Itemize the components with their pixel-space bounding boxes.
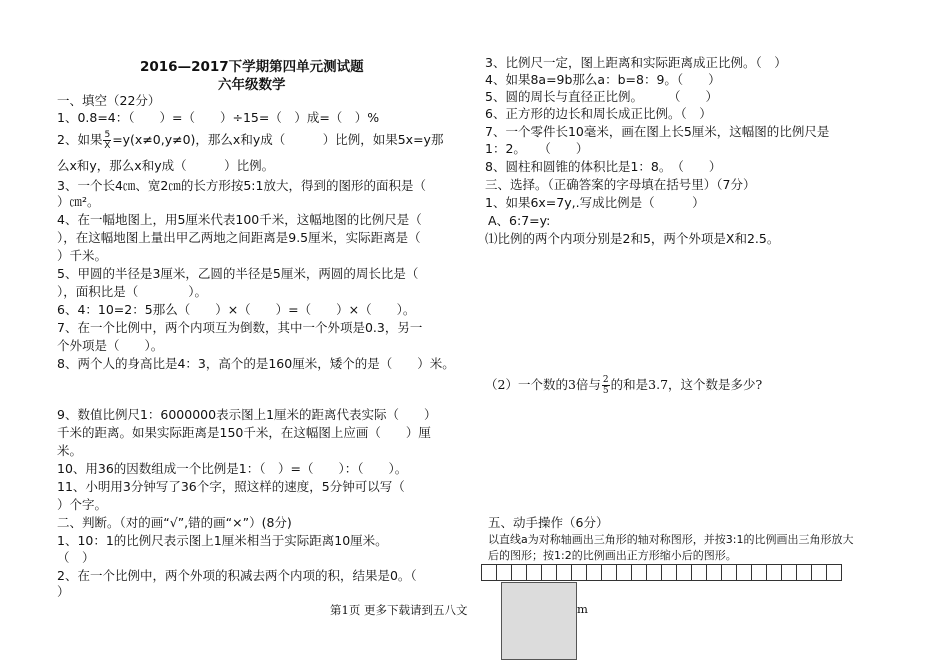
page-footer-tail: m	[577, 602, 588, 616]
operation-instruction: 以直线a为对称轴画出三角形的轴对称图形，并按3:1的比例画出三角形放大	[488, 533, 854, 546]
drawing-grid	[482, 564, 842, 581]
grid-cell	[676, 564, 692, 581]
fraction-denominator: 5	[602, 386, 609, 396]
question-4-line-2: ），在这幅地图上量出甲乙两地之间距离是9.5厘米，实际距离是（	[57, 230, 421, 245]
grid-cell	[751, 564, 767, 581]
question-2-text-end: =y(x≠0,y≠0)，那么x和y成（ ）比例，如果5x=y那	[112, 132, 444, 147]
grid-cell	[796, 564, 812, 581]
gray-overlay-box	[501, 582, 577, 660]
question-2-line-2: 么x和y，那么x和y成（ ）比例。	[57, 158, 275, 173]
question-5-line-2: ），面积比是（ ）。	[57, 284, 208, 299]
operation-instruction-line-2: 后的图形；按1:2的比例画出正方形缩小后的图形。	[488, 549, 737, 562]
question-11-line-2: ）个字。	[57, 497, 108, 512]
section-choice-heading: 三、选择。（正确答案的字母填在括号里）（7分）	[485, 177, 756, 192]
question-7: 7、在一个比例中，两个内项互为倒数，其中一个外项是0.3，另一	[57, 320, 423, 335]
grid-cell	[586, 564, 602, 581]
judge-4: 4、如果8a=9b那么a：b=8：9。（ ）	[485, 72, 721, 87]
question-6: 6、4：10=2：5那么（ ）×（ ）=（ ）×（ ）。	[57, 302, 416, 317]
judge-1: 1、10：1的比例尺表示图上1厘米相当于实际距离10厘米。	[57, 533, 388, 548]
grid-cell	[631, 564, 647, 581]
section-operation-heading: 五、动手操作（6分）	[488, 515, 609, 530]
grid-cell	[811, 564, 827, 581]
judge-8: 8、圆柱和圆锥的体积比是1：8。 （ ）	[485, 159, 722, 174]
question-9: 9、数值比例尺1：6000000表示图上1厘米的距离代表实际（ ）	[57, 407, 437, 422]
page-footer: 第1页 更多下载请到五八文	[330, 603, 468, 617]
judge-5: 5、圆的周长与直径正比例。 （ ）	[485, 89, 718, 104]
judge-1-line-2: （ ）	[57, 550, 95, 565]
grid-cell	[541, 564, 557, 581]
judge-2: 2、在一个比例中，两个外项的积减去两个内项的积，结果是0。（	[57, 568, 417, 583]
choice-1: 1、如果6x=7y,.写成比例是（ ）	[485, 195, 705, 210]
question-9-line-2: 千米的距离。如果实际距离是150千米，在这幅图上应画（ ）厘	[57, 425, 431, 440]
judge-3: 3、比例尺一定，图上距离和实际距离成正比例。（ ）	[485, 55, 787, 70]
grid-cell	[646, 564, 662, 581]
fraction-numerator: 2	[602, 375, 609, 385]
grid-cell	[781, 564, 797, 581]
question-4-line-3: ）千米。	[57, 248, 108, 263]
problem-2-text-start: （2）一个数的3倍与	[485, 377, 601, 392]
judge-7: 7、一个零件长10毫米，画在图上长5厘米，这幅图的比例尺是	[485, 124, 830, 139]
question-8: 8、两个人的身高比是4：3，高个的是160厘米，矮个的是（ ）米。	[57, 356, 455, 371]
fraction-denominator: X	[104, 141, 111, 151]
grid-cell	[556, 564, 572, 581]
fraction-numerator: 5	[104, 130, 111, 140]
grid-cell	[766, 564, 782, 581]
grid-cell	[661, 564, 677, 581]
question-11: 11、小明用3分钟写了36个字，照这样的速度，5分钟可以写（	[57, 479, 405, 494]
section-judge-heading: 二、判断。（对的画“√”,错的画“×”）(8分)	[57, 515, 292, 530]
problem-2-text-end: 的和是3.7，这个数是多少?	[610, 377, 763, 392]
grid-cell	[706, 564, 722, 581]
fraction-2-over-5	[602, 375, 610, 396]
grid-cell	[616, 564, 632, 581]
question-7-line-2: 个外项是（ ）。	[57, 338, 164, 353]
choice-1-option-a: A、6:7=y:	[488, 213, 551, 228]
solve-problem-2	[485, 375, 762, 396]
grid-cell	[736, 564, 752, 581]
question-9-line-3: 米。	[57, 443, 83, 458]
grid-cell	[721, 564, 737, 581]
fraction-5-over-x	[103, 130, 111, 151]
question-10: 10、用36的因数组成一个比例是1：（ ）=（ ）：（ ）。	[57, 461, 408, 476]
question-3-line-2: ）㎝²。	[57, 194, 100, 209]
section-fill-in-heading: 一、填空（22分）	[57, 93, 161, 108]
exam-title: 2016—2017下学期第四单元测试题	[140, 59, 364, 75]
judge-2-line-2: ）	[57, 584, 70, 599]
question-2-text-start: 2、如果	[57, 132, 103, 147]
question-1: 1、0.8=4：（ ）=（ ）÷15=（ ）成=（ ）%	[57, 110, 380, 125]
judge-7-line-2: 1：2。 （ ）	[485, 141, 589, 156]
question-3: 3、一个长4㎝、宽2㎝的长方形按5:1放大，得到的图形的面积是（	[57, 178, 426, 193]
grid-cell	[511, 564, 527, 581]
exam-subtitle: 六年级数学	[218, 77, 286, 93]
grid-cell	[496, 564, 512, 581]
grid-cell	[601, 564, 617, 581]
question-4: 4、在一幅地图上，用5厘米代表100千米，这幅地图的比例尺是（	[57, 212, 422, 227]
grid-cell	[826, 564, 842, 581]
judge-6: 6、正方形的边长和周长成正比例。（ ）	[485, 106, 712, 121]
grid-cell	[691, 564, 707, 581]
grid-cell	[571, 564, 587, 581]
grid-cell	[481, 564, 497, 581]
solve-proportion-1: ⑴比例的两个内项分别是2和5，两个外项是X和2.5。	[485, 231, 780, 246]
question-2	[57, 130, 443, 151]
grid-cell	[526, 564, 542, 581]
question-5: 5、甲圆的半径是3厘米，乙圆的半径是5厘米，两圆的周长比是（	[57, 266, 419, 281]
